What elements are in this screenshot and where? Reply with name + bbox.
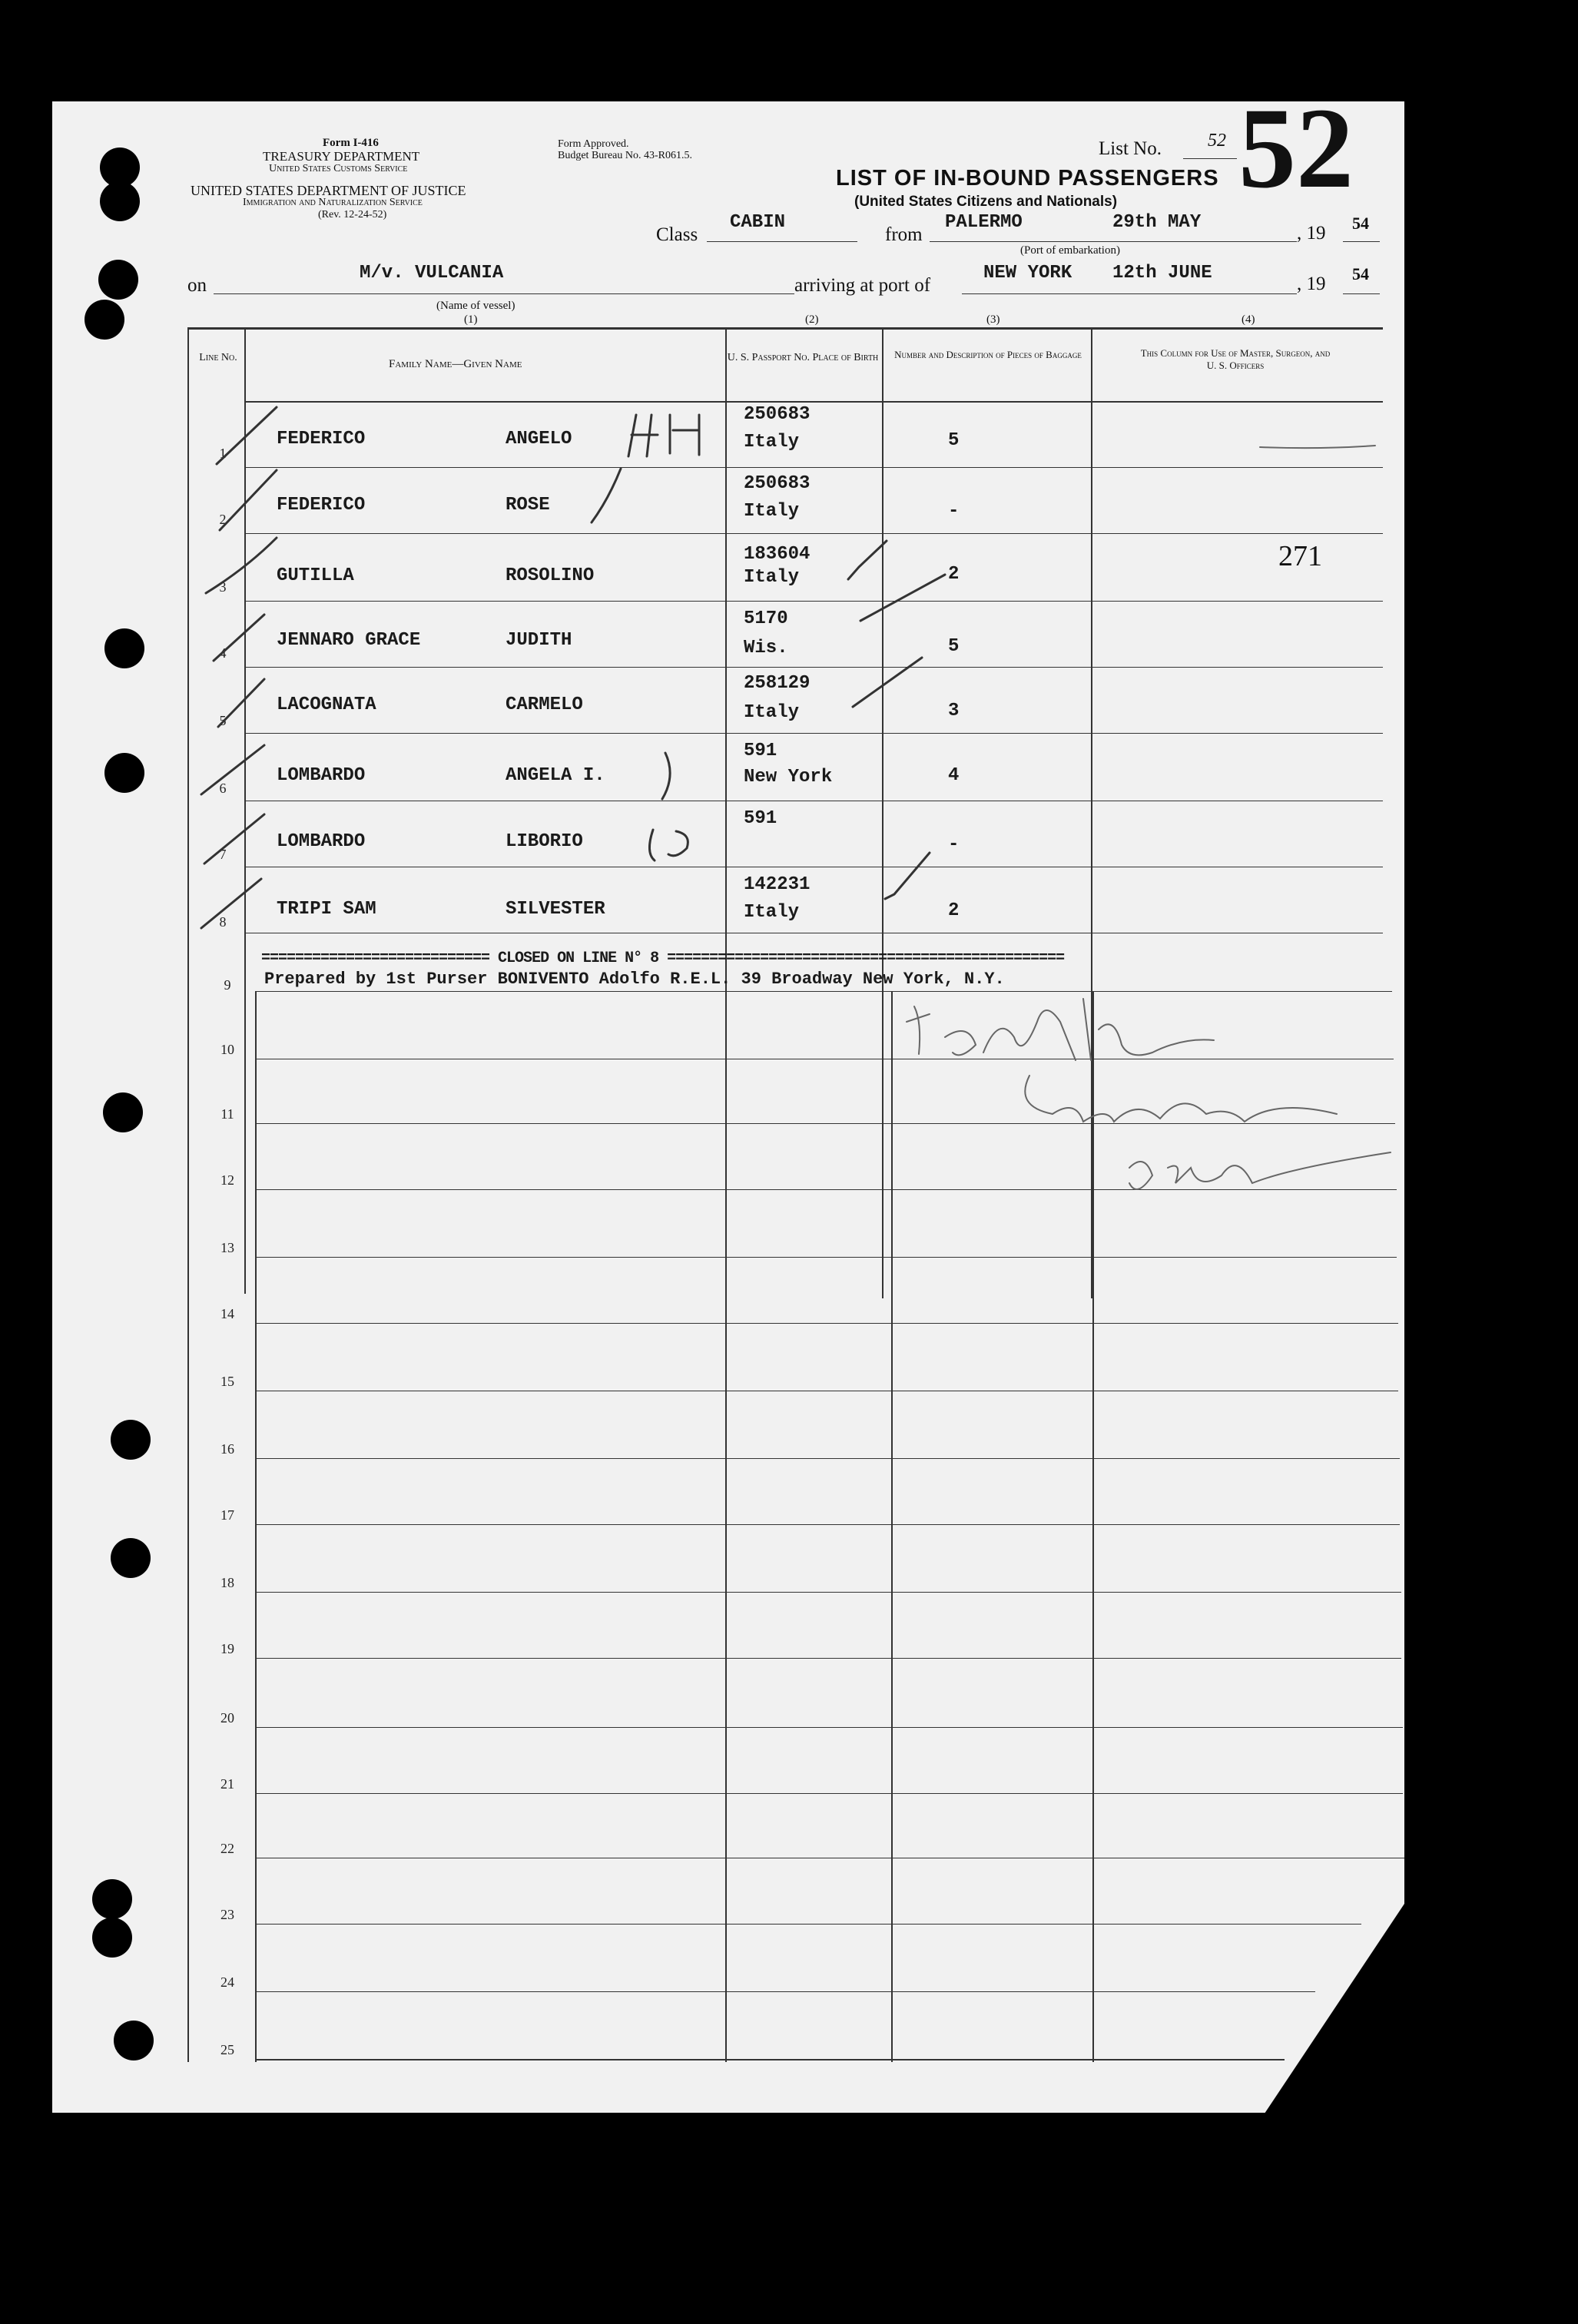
passport-number: 591 [744,741,777,761]
passport-number: 250683 [744,473,811,494]
line-number: 23 [220,1907,234,1922]
passport-number: 5170 [744,608,788,629]
baggage-count: - [948,501,960,522]
place-of-birth: Italy [744,432,800,453]
arriving-label: arriving at port of [794,275,931,296]
year-arrive-underline [1343,293,1380,294]
form-title: LIST OF IN-BOUND PASSENGERS [836,166,1219,191]
port-caption: (Port of embarkation) [1020,244,1120,257]
list-no-handwritten: 52 [1208,131,1226,151]
punch-hole [92,1879,132,1919]
given-name: SILVESTER [506,899,605,920]
line-number: 19 [220,1641,234,1656]
line-number: 22 [220,1841,234,1856]
punch-hole [111,1538,151,1578]
line-number: 5 [219,713,227,728]
punch-hole [104,753,144,793]
on-label: on [187,275,207,296]
passport-number: 250683 [744,404,811,425]
place-of-birth: Italy [744,702,800,723]
row-rule [255,1189,1397,1190]
officer-note: 271 [1278,540,1322,572]
family-name: LOMBARDO [277,765,366,786]
line-number: 20 [220,1710,234,1726]
col-divider-lineno-lower [255,991,257,2062]
family-name: FEDERICO [277,495,366,516]
year-prefix-arrive: , 19 [1297,274,1326,294]
treasury-department: TREASURY DEPARTMENT [263,149,420,164]
row-rule [255,1257,1397,1258]
row-rule [244,533,1383,534]
punch-hole [98,260,138,300]
departure-date: 29th MAY [1112,212,1202,233]
prepared-by: Prepared by 1st Purser BONIVENTO Adolfo R.E.L. 39 Broadway New York, N.Y. [264,970,1005,989]
form-approved: Form Approved. [558,138,629,150]
punch-hole [104,628,144,668]
col3-number: (3) [986,313,1000,326]
row-rule [255,1658,1401,1659]
line-number: 14 [220,1306,234,1321]
vessel-name: M/v. VULCANIA [360,263,504,283]
line-number: 6 [219,781,227,796]
baggage-count: 3 [948,701,960,721]
given-name: LIBORIO [506,831,583,852]
line-number: 2 [219,512,227,527]
col-divider-passport-lower [891,991,893,2062]
row-rule [255,1458,1400,1459]
department-of-justice: UNITED STATES DEPARTMENT OF JUSTICE [191,183,466,198]
line-number: 24 [220,1974,234,1990]
list-no-label: List No. [1099,138,1162,159]
row-rule [244,601,1383,602]
punch-hole [114,2021,154,2060]
table-top-rule [187,327,1383,330]
arrival-underline [962,293,1297,294]
form-subtitle: (United States Citizens and Nationals) [854,194,1118,210]
line-number: 11 [220,1106,234,1122]
col-divider-baggage-lower [1092,991,1094,2062]
family-name: LACOGNATA [277,695,376,715]
immigration-service: Immigration and Naturalization Service [243,197,423,208]
arrival-date: 12th JUNE [1112,263,1212,283]
baggage-count: 5 [948,430,960,451]
place-of-birth: Italy [744,501,800,522]
row-rule [244,467,1383,468]
col-divider-passport [882,329,883,1298]
line-number: 1 [219,446,227,461]
line-number: 8 [219,914,227,930]
family-name: JENNARO GRACE [277,630,421,651]
row-rule [255,1924,1361,1925]
line-number: 13 [220,1240,234,1255]
place-of-birth: Italy [744,902,800,923]
form-revision: (Rev. 12-24-52) [318,209,387,220]
given-name: CARMELO [506,695,583,715]
row-rule [255,991,1392,992]
year-depart: 54 [1352,214,1369,233]
from-value: PALERMO [945,212,1023,233]
punch-hole [100,181,140,221]
row-rule [255,1991,1315,1992]
header-name: Family Name—Given Name [389,358,522,370]
baggage-count: 2 [948,900,960,921]
punch-hole [111,1420,151,1460]
row-rule [244,667,1383,668]
class-underline [707,241,857,242]
class-value: CABIN [730,212,786,233]
passport-number: 142231 [744,874,811,895]
punch-hole [103,1092,143,1132]
header-baggage: Number and Description of Pieces of Baggage [894,349,1082,360]
list-no-underline [1183,158,1237,159]
from-label: from [885,224,923,245]
punch-hole [85,300,124,340]
row-rule [255,1524,1400,1525]
customs-service: United States Customs Service [269,163,408,174]
row-rule [255,1123,1395,1124]
given-name: ROSOLINO [506,565,595,586]
from-underline [930,241,1297,242]
baggage-count: 2 [948,564,960,585]
passport-number: 258129 [744,673,811,694]
col2-number: (2) [805,313,819,326]
punch-hole [92,1918,132,1958]
place-of-birth: Italy [744,567,800,588]
list-no-stamped: 52 [1238,85,1354,212]
table-left-edge [187,329,189,2062]
budget-bureau: Budget Bureau No. 43-R061.5. [558,150,692,161]
vessel-underline [214,293,794,294]
line-number: 17 [220,1507,234,1523]
header-passport: U. S. Passport No. Place of Birth [727,352,879,363]
line-number: 12 [220,1172,234,1188]
given-name: ANGELA I. [506,765,605,786]
row-rule [255,1592,1401,1593]
family-name: FEDERICO [277,429,366,449]
given-name: ROSE [506,495,550,516]
line-number: 21 [220,1776,234,1792]
col1-number: (1) [464,313,478,326]
year-depart-underline [1343,241,1380,242]
row-rule [244,733,1383,734]
family-name: LOMBARDO [277,831,366,852]
class-label: Class [656,224,698,245]
row-rule [255,1727,1403,1728]
line-number: 3 [219,579,227,595]
baggage-count: 4 [948,765,960,786]
form-number: Form I-416 [323,137,379,149]
place-of-birth: Wis. [744,638,788,658]
line-number: 16 [220,1441,234,1457]
line-number: 10 [220,1042,234,1057]
baggage-count: 5 [948,636,960,657]
header-line-no: Line No. [199,352,237,363]
line-number: 9 [224,977,231,993]
line-number: 18 [220,1575,234,1590]
year-arrive: 54 [1352,264,1369,283]
arrival-port: NEW YORK [983,263,1072,283]
row-rule [255,1793,1403,1794]
given-name: ANGELO [506,429,572,449]
col4-number: (4) [1242,313,1255,326]
given-name: JUDITH [506,630,572,651]
family-name: GUTILLA [277,565,354,586]
place-of-birth: New York [744,767,833,787]
line-number: 4 [219,645,227,661]
table-bottom-rule [255,2059,1285,2060]
col-divider-name-lower [725,991,727,2062]
line-number: 7 [219,847,227,862]
baggage-count: - [948,834,960,855]
line-number: 25 [220,2042,234,2057]
header-bottom-rule [244,401,1383,403]
row-rule [255,1323,1398,1324]
line-number: 15 [220,1374,234,1389]
passport-number: 183604 [744,544,811,565]
vessel-caption: (Name of vessel) [436,300,516,312]
family-name: TRIPI SAM [277,899,376,920]
closed-on-line: =========================== CLOSED ON LINE N° 8 =============================================== [261,950,1065,967]
col-divider-lineno [244,329,246,1294]
header-officers: This Column for Use of Master, Surgeon, and U. S. Officers [1140,347,1331,371]
passport-number: 591 [744,808,777,829]
year-prefix-depart: , 19 [1297,223,1326,244]
